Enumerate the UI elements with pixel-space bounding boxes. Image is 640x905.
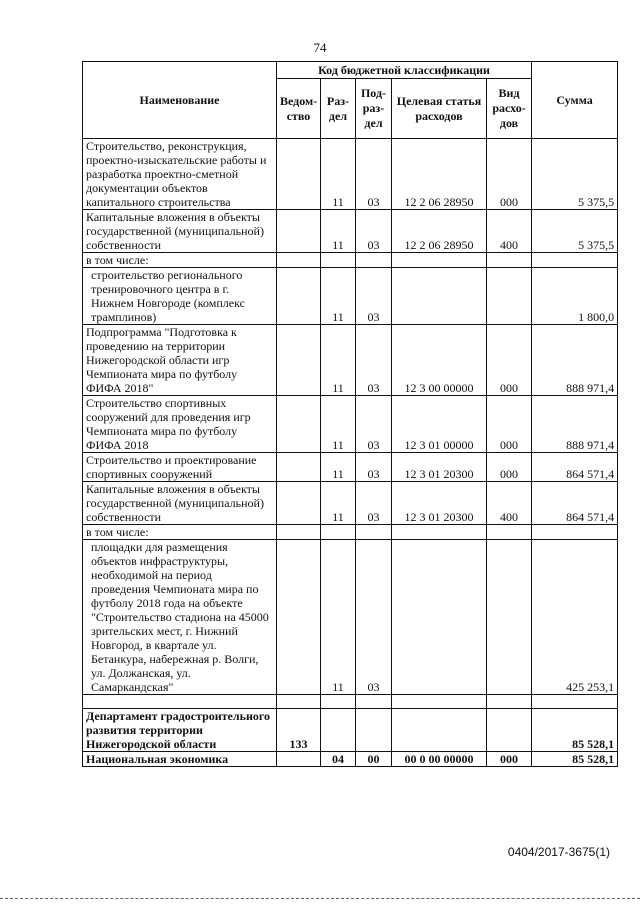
col-header-razdel: Раз-дел [321,79,356,139]
row-podrazdel: 00 [356,752,392,767]
table-row [83,540,618,695]
row-name: строительство регионального тренировочного центра в г. Нижнем Новгороде (комплекс трамплинов) [83,268,277,325]
table-row [83,709,618,752]
row-vid [487,525,532,540]
row-razdel: 11 [321,268,356,325]
scan-edge-divider [0,898,640,899]
row-vid: 000 [487,752,532,767]
row-sum: 5 375,5 [532,139,618,210]
budget-table [82,61,618,767]
row-celevaya: 12 2 06 28950 [392,139,487,210]
row-podrazdel: 03 [356,453,392,482]
row-name: Строительство спортивных сооружений для проведения игр Чемпионата мира по футболу ФИФА 2018 [83,396,277,453]
row-name: в том числе: [83,525,277,540]
col-header-sum: Сумма [532,62,618,139]
col-header-name: Наименование [83,62,277,139]
row-sum: 85 528,1 [532,752,618,767]
col-header-celevaya: Целевая статья расходов [392,79,487,139]
row-vid [487,695,532,709]
row-vedomstvo [277,396,321,453]
row-vid: 000 [487,396,532,453]
row-razdel [321,525,356,540]
table-row [83,482,618,525]
row-razdel [321,253,356,268]
row-podrazdel [356,695,392,709]
row-vid [487,268,532,325]
table-row [83,139,618,210]
table-row [83,525,618,540]
row-sum: 5 375,5 [532,210,618,253]
row-name: в том числе: [83,253,277,268]
row-vedomstvo [277,210,321,253]
table-row [83,396,618,453]
row-name: Национальная экономика [83,752,277,767]
row-razdel [321,709,356,752]
row-razdel: 11 [321,139,356,210]
table-row [83,253,618,268]
row-name: Капитальные вложения в объекты государственной (муниципальной) собственности [83,210,277,253]
row-vedomstvo: 133 [277,709,321,752]
row-podrazdel [356,253,392,268]
row-sum: 1 800,0 [532,268,618,325]
row-sum: 888 971,4 [532,325,618,396]
row-name: Подпрограмма "Подготовка к проведению на территории Нижегородской области игр Чемпионата мира по футболу ФИФА 2018" [83,325,277,396]
row-razdel: 11 [321,325,356,396]
row-podrazdel: 03 [356,540,392,695]
row-vedomstvo [277,482,321,525]
row-vid [487,709,532,752]
row-sum: 864 571,4 [532,482,618,525]
table-row [83,325,618,396]
row-celevaya: 12 3 01 20300 [392,482,487,525]
row-celevaya: 12 3 00 00000 [392,325,487,396]
row-vedomstvo [277,540,321,695]
row-name: Капитальные вложения в объекты государственной (муниципальной) собственности [83,482,277,525]
row-celevaya: 12 3 01 00000 [392,396,487,453]
document-code: 0404/2017-3675(1) [507,845,610,859]
row-sum [532,525,618,540]
table-row [83,752,618,767]
row-vid: 000 [487,453,532,482]
row-razdel: 11 [321,482,356,525]
row-vid [487,540,532,695]
row-vedomstvo [277,695,321,709]
row-vedomstvo [277,139,321,210]
row-sum: 85 528,1 [532,709,618,752]
row-sum [532,695,618,709]
row-vid: 000 [487,139,532,210]
row-name: Строительство, реконструкция, проектно-изыскательские работы и разработка проектно-сметной документации объектов капитального строительства [83,139,277,210]
row-name: площадки для размещения объектов инфраструктуры, необходимой на период проведения Чемпионата мира по футболу 2018 года на объекте "Строительство стадиона на 45000 зрительских мест, г. Нижний Новгород, в квартале ул. Бетанкура, набережная р. Волги, ул. Должанская, ул. Самаркандская" [83,540,277,695]
col-header-podrazdel: Под-раз-дел [356,79,392,139]
row-podrazdel: 03 [356,396,392,453]
row-vedomstvo [277,268,321,325]
row-vedomstvo [277,253,321,268]
row-podrazdel: 03 [356,482,392,525]
row-podrazdel: 03 [356,268,392,325]
row-celevaya [392,709,487,752]
row-celevaya [392,525,487,540]
row-sum [532,253,618,268]
row-podrazdel [356,525,392,540]
row-celevaya: 12 2 06 28950 [392,210,487,253]
col-header-vid: Вид расхо-дов [487,79,532,139]
row-name [83,695,277,709]
row-vedomstvo [277,453,321,482]
row-vedomstvo [277,752,321,767]
row-razdel: 11 [321,396,356,453]
row-sum: 425 253,1 [532,540,618,695]
row-razdel [321,695,356,709]
row-celevaya [392,253,487,268]
row-celevaya [392,268,487,325]
row-razdel: 11 [321,540,356,695]
table-row [83,453,618,482]
row-podrazdel: 03 [356,210,392,253]
row-celevaya [392,540,487,695]
row-celevaya [392,695,487,709]
row-vedomstvo [277,325,321,396]
row-vid [487,253,532,268]
table-row [83,210,618,253]
col-header-vedomstvo: Ведом-ство [277,79,321,139]
col-header-code-group: Код бюджетной классификации [277,62,532,79]
row-celevaya: 12 3 01 20300 [392,453,487,482]
row-podrazdel [356,709,392,752]
row-vid: 400 [487,482,532,525]
row-razdel: 11 [321,453,356,482]
row-vid: 000 [487,325,532,396]
page-number: 74 [313,40,327,55]
row-celevaya: 00 0 00 00000 [392,752,487,767]
row-sum: 864 571,4 [532,453,618,482]
row-razdel: 04 [321,752,356,767]
row-vid: 400 [487,210,532,253]
row-podrazdel: 03 [356,139,392,210]
table-row-spacer [83,695,618,709]
row-podrazdel: 03 [356,325,392,396]
row-vedomstvo [277,525,321,540]
row-name: Департамент градостроительного развития территории Нижегородской области [83,709,277,752]
row-razdel: 11 [321,210,356,253]
table-row [83,268,618,325]
row-name: Строительство и проектирование спортивных сооружений [83,453,277,482]
row-sum: 888 971,4 [532,396,618,453]
